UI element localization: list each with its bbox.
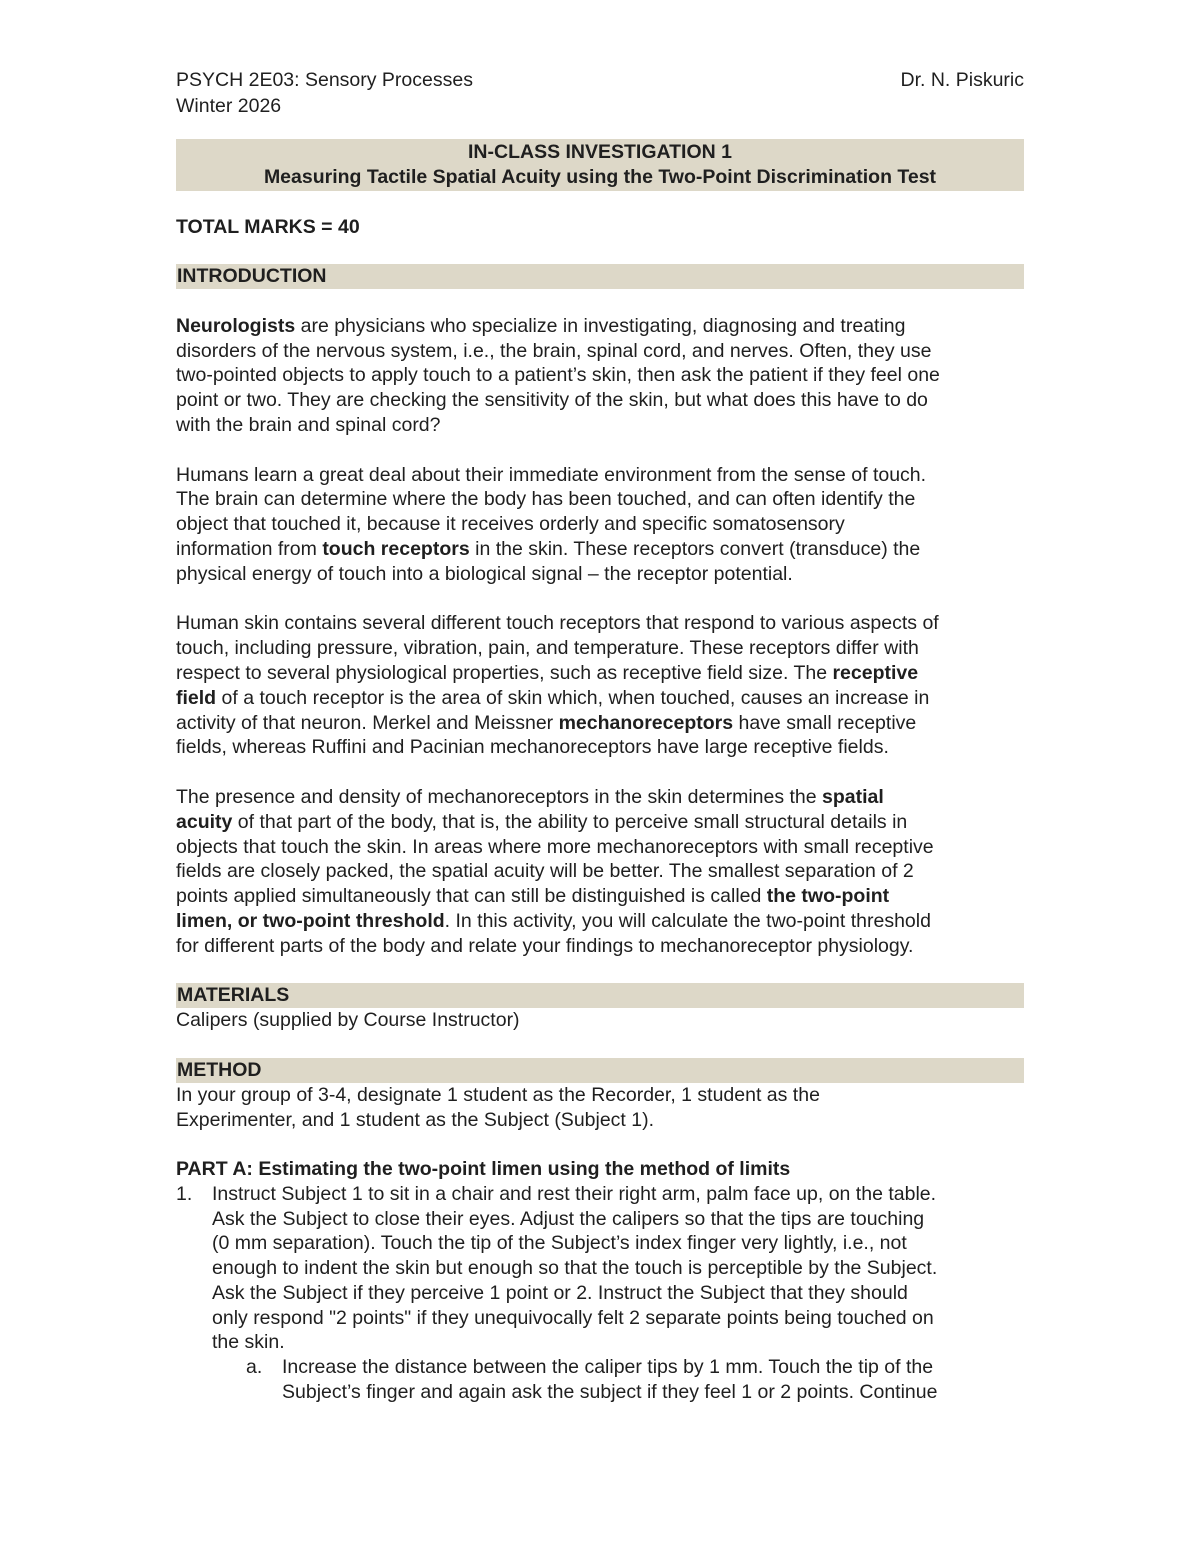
part-a-title: PART A: Estimating the two-point limen using the method of limits	[176, 1157, 791, 1180]
title-line-2: Measuring Tactile Spatial Acuity using the Two-Point Discrimination Test	[263, 166, 937, 188]
sub-list-item	[176, 1355, 1024, 1405]
materials-text: Calipers (supplied by Course Instructor)	[176, 1009, 520, 1032]
text-line: object that touched it, because it receives orderly and specific somatosensory	[176, 513, 845, 536]
bold-term: Neurologists	[176, 314, 296, 337]
text-line: two-pointed objects to apply touch to a patient’s skin, then ask the patient if they feel one	[176, 364, 940, 387]
text-line: Humans learn a great deal about their immediate environment from the sense of touch.	[176, 463, 927, 486]
text-line: Increase the distance between the caliper tips by 1 mm. Touch the tip of the	[282, 1356, 934, 1379]
text-line: the skin.	[212, 1331, 285, 1354]
bold-term: mechanoreceptors	[558, 711, 734, 734]
text-line: objects that touch the skin. In areas where more mechanoreceptors with small receptive	[176, 835, 934, 858]
text-line: physical energy of touch into a biological signal – the receptor potential.	[176, 562, 793, 585]
bold-term: touch receptors	[322, 537, 470, 560]
text-line: Experimenter, and 1 student as the Subject (Subject 1).	[176, 1108, 655, 1131]
list-number: 1.	[176, 1182, 193, 1205]
text-line: enough to indent the skin but enough so that the touch is perceptible by the Subject.	[212, 1257, 938, 1280]
introduction-heading: INTRODUCTION	[176, 264, 1024, 289]
instructor-name: Dr. N. Piskuric	[900, 69, 1024, 91]
bold-term: spatial	[822, 785, 884, 808]
text-run: points applied simultaneously that can still be distinguished is called	[176, 885, 767, 908]
text-line: fields are closely packed, the spatial acuity will be better. The smallest separation of 2	[176, 860, 914, 883]
title-line-1: IN-CLASS INVESTIGATION 1	[468, 141, 732, 163]
text-line: Instruct Subject 1 to sit in a chair and rest their right arm, palm face up, on the table.	[212, 1182, 937, 1205]
text-line: Ask the Subject if they perceive 1 point or 2. Instruct the Subject that they should	[212, 1281, 908, 1304]
text-line: Ask the Subject to close their eyes. Adjust the calipers so that the tips are touching	[212, 1207, 925, 1230]
text-line: disorders of the nervous system, i.e., the brain, spinal cord, and nerves. Often, they use	[176, 339, 932, 362]
text-line: Subject’s finger and again ask the subject if they feel 1 or 2 points. Continue	[282, 1381, 938, 1404]
document-header	[176, 67, 1024, 93]
text-run: of that part of the body, that is, the ability to perceive small structural details in	[232, 810, 908, 833]
intro-paragraph-3	[176, 611, 1024, 760]
text-line: only respond "2 points" if they unequivocally felt 2 separate points being touched on	[212, 1306, 934, 1329]
text-run: respect to several physiological properties, such as receptive field size. The	[176, 661, 833, 684]
text-run: information from	[176, 537, 323, 560]
bold-term: limen, or two-point threshold	[176, 909, 445, 932]
text-line: In your group of 3-4, designate 1 student as the Recorder, 1 student as the	[176, 1084, 820, 1107]
text-line: with the brain and spinal cord?	[176, 413, 441, 436]
intro-paragraph-1	[176, 314, 1024, 438]
text-line: for different parts of the body and relate your findings to mechanoreceptor physiology.	[176, 934, 914, 957]
text-run: The presence and density of mechanoreceptors in the skin determines the	[176, 785, 823, 808]
method-heading: METHOD	[176, 1058, 1024, 1083]
course-name: PSYCH 2E03: Sensory Processes	[176, 69, 473, 91]
bold-term: receptive	[832, 661, 919, 684]
text-line: (0 mm separation). Touch the tip of the Subject’s index finger very lightly, i.e., not	[212, 1232, 907, 1255]
intro-paragraph-2	[176, 463, 1024, 587]
title-block	[176, 139, 1024, 191]
intro-paragraph-4	[176, 785, 1024, 959]
text-run: of a touch receptor is the area of skin which, when touched, causes an increase in	[216, 686, 930, 709]
text-run: are physicians who specialize in investigating, diagnosing and treating	[295, 314, 906, 337]
materials-heading: MATERIALS	[176, 983, 1024, 1008]
text-run: activity of that neuron. Merkel and Meissner	[176, 711, 559, 734]
total-marks: TOTAL MARKS = 40	[176, 216, 360, 238]
bold-term: the two-point	[766, 885, 890, 908]
document-page	[176, 67, 1024, 1405]
method-paragraph	[176, 1083, 1024, 1133]
term: Winter 2026	[176, 95, 282, 117]
text-line: point or two. They are checking the sensitivity of the skin, but what does this have to do	[176, 389, 928, 412]
text-line: Human skin contains several different touch receptors that respond to various aspects of	[176, 612, 939, 635]
bold-term: acuity	[176, 810, 233, 833]
bold-term: field	[176, 686, 217, 709]
text-line: The brain can determine where the body has been touched, and can often identify the	[176, 488, 916, 511]
text-run: have small receptive	[733, 711, 917, 734]
sub-list-letter: a.	[246, 1356, 263, 1379]
list-item	[176, 1182, 1024, 1356]
text-line: touch, including pressure, vibration, pain, and temperature. These receptors differ with	[176, 637, 919, 660]
text-line: fields, whereas Ruffini and Pacinian mechanoreceptors have large receptive fields.	[176, 736, 889, 759]
text-run: in the skin. These receptors convert (transduce) the	[469, 537, 921, 560]
text-run: . In this activity, you will calculate the two-point threshold	[444, 909, 931, 932]
